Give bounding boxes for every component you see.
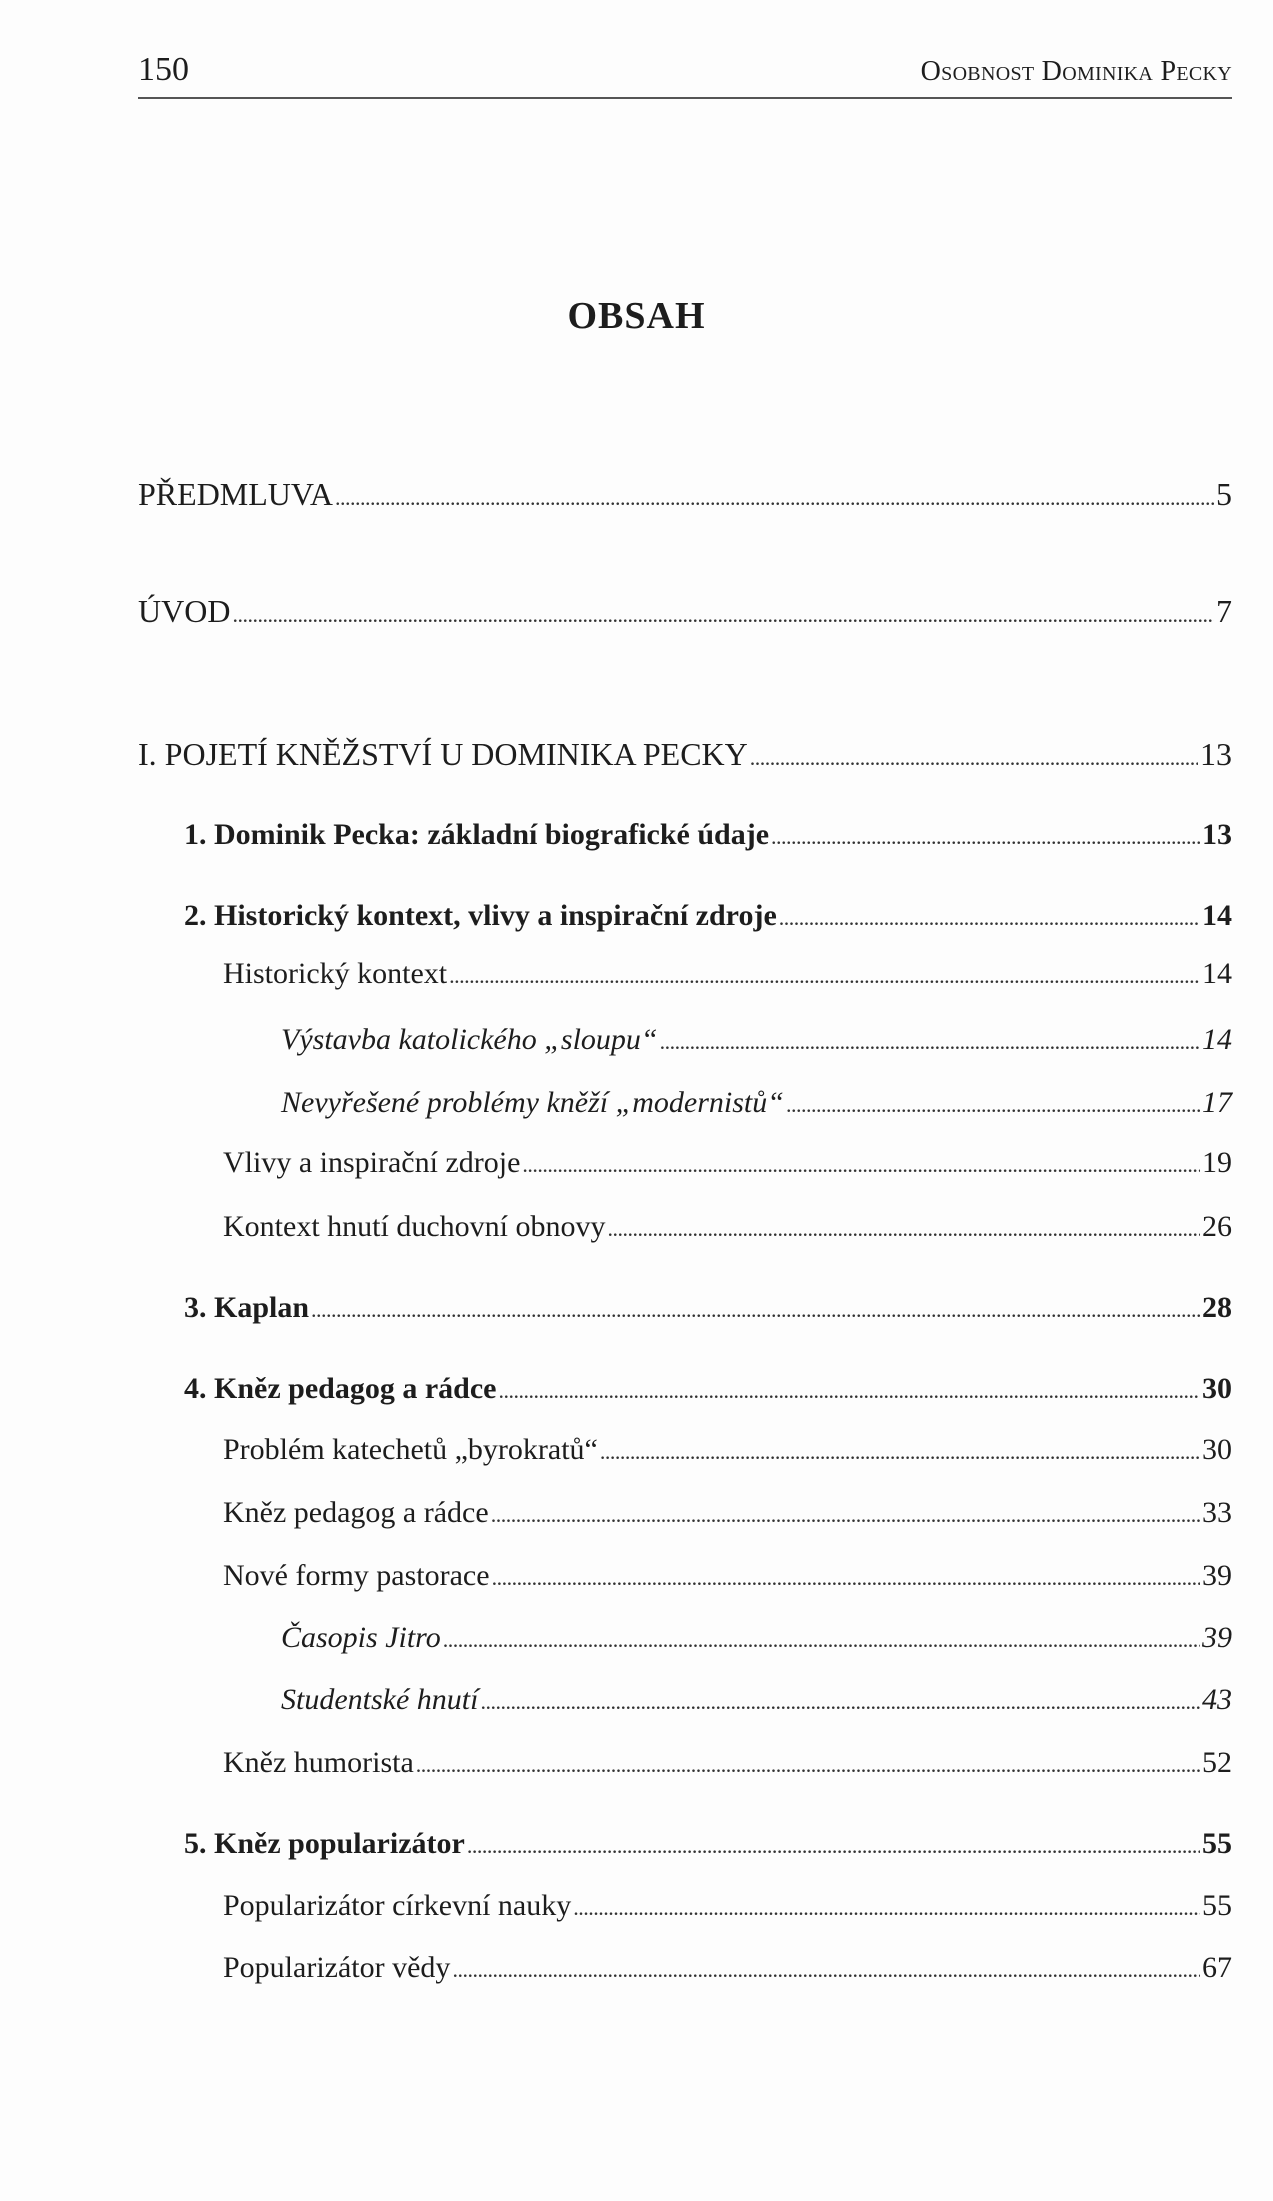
toc-entry[interactable] xyxy=(223,1205,1232,1249)
toc-entry-label: Kněz humorista xyxy=(223,1746,414,1779)
toc-entry[interactable] xyxy=(281,1018,1232,1062)
toc-entry[interactable] xyxy=(223,1141,1232,1185)
toc-entry[interactable] xyxy=(138,589,1232,633)
leader-dots xyxy=(607,1205,1200,1251)
toc-entry-label: Popularizátor církevní nauky xyxy=(223,1889,572,1922)
header-rule xyxy=(138,97,1232,99)
page-number: 150 xyxy=(138,51,189,88)
toc-entry-page: 30 xyxy=(1202,1433,1232,1466)
toc-entry-page: 39 xyxy=(1202,1559,1232,1592)
toc-entry-page: 17 xyxy=(1202,1086,1232,1119)
leader-dots xyxy=(779,894,1200,940)
toc-entry-page: 7 xyxy=(1216,593,1232,629)
toc-entry[interactable] xyxy=(138,732,1232,776)
toc-entry-page: 14 xyxy=(1202,899,1232,932)
toc-entry[interactable] xyxy=(223,1946,1232,1990)
leader-dots xyxy=(335,472,1214,520)
running-title: Osobnost Dominika Pecky xyxy=(920,56,1232,87)
toc-entry-page: 14 xyxy=(1202,1023,1232,1056)
toc-entry-page: 13 xyxy=(1202,818,1232,851)
leader-dots xyxy=(467,1822,1200,1868)
toc-entry-label: Kněz pedagog a rádce xyxy=(223,1496,489,1529)
toc-entry-page: 43 xyxy=(1202,1683,1232,1716)
toc-entry-label: I. POJETÍ KNĚŽSTVÍ U DOMINIKA PECKY xyxy=(138,736,748,772)
running-head xyxy=(138,48,1232,98)
toc-entry-label: Historický kontext xyxy=(223,957,448,990)
toc-entry[interactable] xyxy=(281,1678,1232,1722)
toc-entry[interactable] xyxy=(223,1741,1232,1785)
leader-dots xyxy=(449,952,1200,998)
leader-dots xyxy=(522,1141,1200,1187)
toc-entry-label: PŘEDMLUVA xyxy=(138,476,333,512)
toc-entry[interactable] xyxy=(223,1428,1232,1472)
toc-entry-page: 33 xyxy=(1202,1496,1232,1529)
toc-entry[interactable] xyxy=(223,1554,1232,1598)
toc-entry[interactable] xyxy=(138,472,1232,516)
toc-entry-page: 30 xyxy=(1202,1372,1232,1405)
leader-dots xyxy=(573,1884,1200,1930)
leader-dots xyxy=(600,1428,1200,1474)
toc-entry-label: ÚVOD xyxy=(138,593,231,629)
toc-entry-page: 39 xyxy=(1202,1621,1232,1654)
leader-dots xyxy=(416,1741,1200,1787)
toc-entry-label: Nové formy pastorace xyxy=(223,1559,490,1592)
toc-entry-page: 52 xyxy=(1202,1746,1232,1779)
toc-entry-label: 2. Historický kontext, vlivy a inspirační zdroje xyxy=(184,899,777,932)
toc-entry-label: Vlivy a inspirační zdroje xyxy=(223,1146,521,1179)
leader-dots xyxy=(492,1554,1200,1600)
toc-entry-page: 19 xyxy=(1202,1146,1232,1179)
toc-entry[interactable] xyxy=(184,1286,1232,1330)
leader-dots xyxy=(491,1491,1200,1537)
toc-entry-label: 1. Dominik Pecka: základní biografické údaje xyxy=(184,818,770,851)
toc-entry-label: Studentské hnutí xyxy=(281,1683,479,1716)
toc-entry-page: 14 xyxy=(1202,957,1232,990)
toc-entry-label: Popularizátor vědy xyxy=(223,1951,451,1984)
leader-dots xyxy=(771,813,1200,859)
toc-entry[interactable] xyxy=(184,1367,1232,1411)
toc-entry[interactable] xyxy=(184,894,1232,938)
toc-entry[interactable] xyxy=(223,1884,1232,1928)
toc-entry-page: 26 xyxy=(1202,1210,1232,1243)
toc-entry-page: 28 xyxy=(1202,1291,1232,1324)
toc-entry-page: 55 xyxy=(1202,1827,1232,1860)
toc-entry[interactable] xyxy=(223,1491,1232,1535)
leader-dots xyxy=(452,1946,1200,1992)
toc-entry-page: 13 xyxy=(1200,736,1232,772)
toc-entry-label: Problém katechetů „byrokratů“ xyxy=(223,1433,598,1466)
toc-entry-label: 4. Kněz pedagog a rádce xyxy=(184,1372,497,1405)
toc-entry[interactable] xyxy=(223,952,1232,996)
leader-dots xyxy=(498,1367,1200,1413)
leader-dots xyxy=(660,1018,1200,1064)
leader-dots xyxy=(443,1616,1200,1662)
toc-entry-page: 5 xyxy=(1216,476,1232,512)
toc-entry-label: Nevyřešené problémy kněží „modernistů“ xyxy=(281,1086,784,1119)
toc-entry-label: 3. Kaplan xyxy=(184,1291,310,1324)
toc-entry-page: 67 xyxy=(1202,1951,1232,1984)
leader-dots xyxy=(232,589,1214,637)
toc-entry-page: 55 xyxy=(1202,1889,1232,1922)
leader-dots xyxy=(786,1081,1200,1127)
toc-entry-label: Kontext hnutí duchovní obnovy xyxy=(223,1210,606,1243)
toc-entry-label: Výstavba katolického „sloupu“ xyxy=(281,1023,658,1056)
toc-entry[interactable] xyxy=(281,1081,1232,1125)
leader-dots xyxy=(480,1678,1200,1724)
toc-entry[interactable] xyxy=(184,1822,1232,1866)
toc-entry-label: Časopis Jitro xyxy=(281,1621,441,1654)
page-title: OBSAH xyxy=(567,295,706,337)
toc-entry[interactable] xyxy=(281,1616,1232,1660)
toc-entry[interactable] xyxy=(184,813,1232,857)
toc-entry-label: 5. Kněz popularizátor xyxy=(184,1827,465,1860)
leader-dots xyxy=(311,1286,1200,1332)
leader-dots xyxy=(750,732,1198,780)
